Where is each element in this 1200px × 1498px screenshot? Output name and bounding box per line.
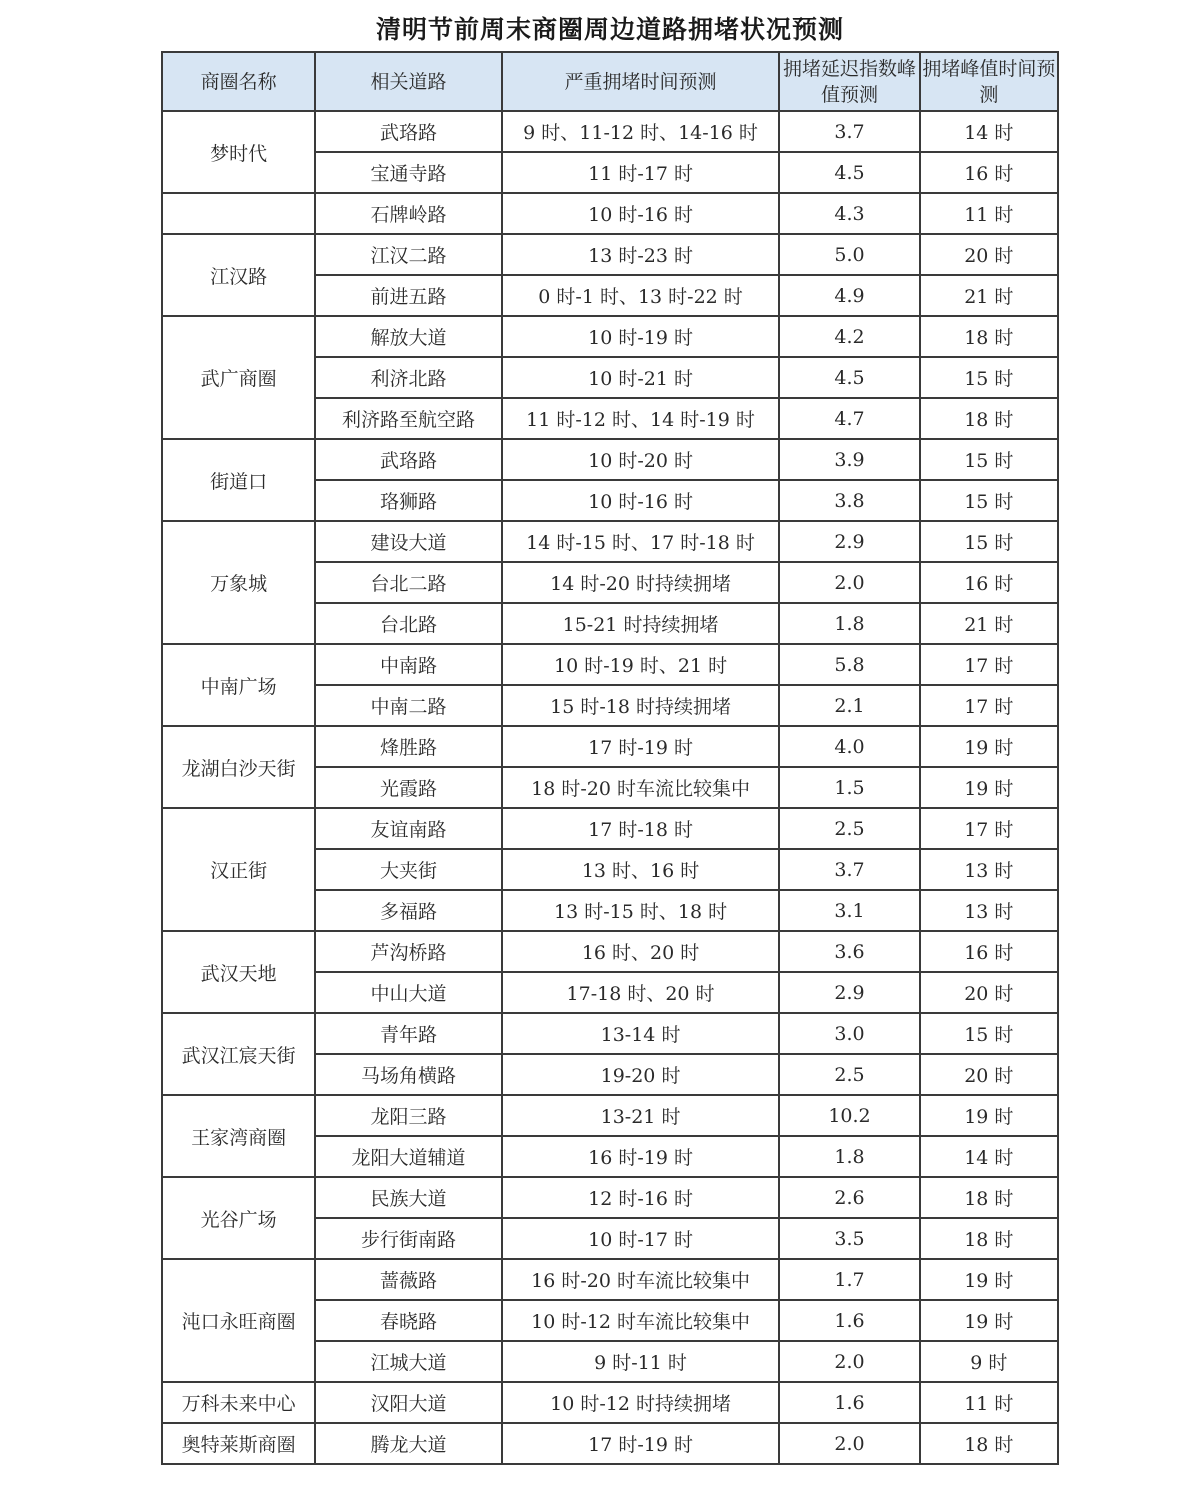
time-cell: 17 时-19 时 [502,726,780,767]
area-cell: 中南广场 [162,644,315,726]
peak-cell: 19 时 [920,1095,1058,1136]
road-cell: 中南路 [315,644,501,685]
index-cell: 3.5 [779,1218,919,1259]
index-cell: 2.5 [779,808,919,849]
area-cell: 万象城 [162,521,315,644]
time-cell: 16 时-19 时 [502,1136,780,1177]
index-cell: 2.9 [779,521,919,562]
time-cell: 10 时-16 时 [502,480,780,521]
road-cell: 珞狮路 [315,480,501,521]
header-index: 拥堵延迟指数峰值预测 [779,52,919,111]
index-cell: 4.5 [779,357,919,398]
index-cell: 3.8 [779,480,919,521]
road-cell: 民族大道 [315,1177,501,1218]
header-area: 商圈名称 [162,52,315,111]
peak-cell: 19 时 [920,726,1058,767]
time-cell: 10 时-17 时 [502,1218,780,1259]
area-cell: 汉正街 [162,808,315,931]
table-row [162,193,1058,234]
road-cell: 利济北路 [315,357,501,398]
area-cell: 奥特莱斯商圈 [162,1423,315,1464]
congestion-table [161,51,1059,1465]
road-cell: 前进五路 [315,275,501,316]
table-row [162,1423,1058,1464]
area-cell: 武广商圈 [162,316,315,439]
index-cell: 3.7 [779,849,919,890]
road-cell: 利济路至航空路 [315,398,501,439]
peak-cell: 13 时 [920,849,1058,890]
index-cell: 1.6 [779,1300,919,1341]
index-cell: 5.8 [779,644,919,685]
index-cell: 2.0 [779,1423,919,1464]
index-cell: 2.0 [779,1341,919,1382]
table-row [162,1382,1058,1423]
road-cell: 芦沟桥路 [315,931,501,972]
table-row [162,521,1058,562]
area-cell [162,193,315,234]
index-cell: 1.7 [779,1259,919,1300]
time-cell: 13 时-23 时 [502,234,780,275]
road-cell: 汉阳大道 [315,1382,501,1423]
road-cell: 龙阳大道辅道 [315,1136,501,1177]
index-cell: 10.2 [779,1095,919,1136]
index-cell: 3.0 [779,1013,919,1054]
table-row [162,439,1058,480]
time-cell: 16 时、20 时 [502,931,780,972]
road-cell: 大夹街 [315,849,501,890]
road-cell: 蔷薇路 [315,1259,501,1300]
area-cell: 沌口永旺商圈 [162,1259,315,1382]
index-cell: 4.5 [779,152,919,193]
peak-cell: 11 时 [920,193,1058,234]
area-cell: 龙湖白沙天街 [162,726,315,808]
peak-cell: 18 时 [920,1218,1058,1259]
road-cell: 建设大道 [315,521,501,562]
time-cell: 14 时-15 时、17 时-18 时 [502,521,780,562]
index-cell: 4.7 [779,398,919,439]
peak-cell: 14 时 [920,111,1058,152]
road-cell: 马场角横路 [315,1054,501,1095]
peak-cell: 16 时 [920,152,1058,193]
table-row [162,726,1058,767]
time-cell: 10 时-19 时、21 时 [502,644,780,685]
road-cell: 光霞路 [315,767,501,808]
road-cell: 中南二路 [315,685,501,726]
index-cell: 4.9 [779,275,919,316]
peak-cell: 13 时 [920,890,1058,931]
header-peak: 拥堵峰值时间预测 [920,52,1058,111]
peak-cell: 18 时 [920,316,1058,357]
area-cell: 武汉江宸天街 [162,1013,315,1095]
table-row [162,644,1058,685]
road-cell: 腾龙大道 [315,1423,501,1464]
time-cell: 0 时-1 时、13 时-22 时 [502,275,780,316]
road-cell: 青年路 [315,1013,501,1054]
peak-cell: 17 时 [920,685,1058,726]
peak-cell: 18 时 [920,1177,1058,1218]
road-cell: 烽胜路 [315,726,501,767]
index-cell: 4.0 [779,726,919,767]
index-cell: 1.8 [779,1136,919,1177]
index-cell: 2.9 [779,972,919,1013]
area-cell: 江汉路 [162,234,315,316]
time-cell: 9 时、11-12 时、14-16 时 [502,111,780,152]
peak-cell: 9 时 [920,1341,1058,1382]
index-cell: 1.8 [779,603,919,644]
road-cell: 台北路 [315,603,501,644]
peak-cell: 21 时 [920,275,1058,316]
time-cell: 15 时-18 时持续拥堵 [502,685,780,726]
index-cell: 3.7 [779,111,919,152]
peak-cell: 15 时 [920,439,1058,480]
time-cell: 17 时-18 时 [502,808,780,849]
area-cell: 万科未来中心 [162,1382,315,1423]
index-cell: 3.1 [779,890,919,931]
time-cell: 18 时-20 时车流比较集中 [502,767,780,808]
peak-cell: 15 时 [920,480,1058,521]
table-row [162,1177,1058,1218]
time-cell: 13-21 时 [502,1095,780,1136]
time-cell: 10 时-16 时 [502,193,780,234]
time-cell: 10 时-12 时持续拥堵 [502,1382,780,1423]
road-cell: 多福路 [315,890,501,931]
peak-cell: 19 时 [920,767,1058,808]
index-cell: 5.0 [779,234,919,275]
time-cell: 17-18 时、20 时 [502,972,780,1013]
peak-cell: 15 时 [920,1013,1058,1054]
table-row [162,1095,1058,1136]
page-title: 清明节前周末商圈周边道路拥堵状况预测 [375,15,844,44]
peak-cell: 19 时 [920,1300,1058,1341]
peak-cell: 16 时 [920,931,1058,972]
road-cell: 春晓路 [315,1300,501,1341]
peak-cell: 18 时 [920,398,1058,439]
index-cell: 4.3 [779,193,919,234]
road-cell: 龙阳三路 [315,1095,501,1136]
road-cell: 中山大道 [315,972,501,1013]
road-cell: 解放大道 [315,316,501,357]
time-cell: 17 时-19 时 [502,1423,780,1464]
road-cell: 江汉二路 [315,234,501,275]
area-cell: 梦时代 [162,111,315,193]
road-cell: 台北二路 [315,562,501,603]
peak-cell: 16 时 [920,562,1058,603]
time-cell: 9 时-11 时 [502,1341,780,1382]
road-cell: 步行街南路 [315,1218,501,1259]
area-cell: 街道口 [162,439,315,521]
table-row [162,111,1058,152]
table-row [162,1259,1058,1300]
road-cell: 石牌岭路 [315,193,501,234]
peak-cell: 20 时 [920,1054,1058,1095]
peak-cell: 18 时 [920,1423,1058,1464]
table-row [162,234,1058,275]
time-cell: 19-20 时 [502,1054,780,1095]
time-cell: 13 时、16 时 [502,849,780,890]
index-cell: 2.0 [779,562,919,603]
index-cell: 4.2 [779,316,919,357]
road-cell: 友谊南路 [315,808,501,849]
time-cell: 15-21 时持续拥堵 [502,603,780,644]
time-cell: 16 时-20 时车流比较集中 [502,1259,780,1300]
road-cell: 宝通寺路 [315,152,501,193]
area-cell: 王家湾商圈 [162,1095,315,1177]
header-road: 相关道路 [315,52,501,111]
time-cell: 10 时-12 时车流比较集中 [502,1300,780,1341]
table-row [162,316,1058,357]
time-cell: 10 时-19 时 [502,316,780,357]
road-cell: 武珞路 [315,439,501,480]
table-row [162,1013,1058,1054]
peak-cell: 15 时 [920,357,1058,398]
peak-cell: 21 时 [920,603,1058,644]
road-cell: 武珞路 [315,111,501,152]
header-time: 严重拥堵时间预测 [502,52,780,111]
area-cell: 武汉天地 [162,931,315,1013]
time-cell: 11 时-17 时 [502,152,780,193]
index-cell: 3.6 [779,931,919,972]
peak-cell: 17 时 [920,644,1058,685]
index-cell: 2.5 [779,1054,919,1095]
time-cell: 14 时-20 时持续拥堵 [502,562,780,603]
peak-cell: 15 时 [920,521,1058,562]
peak-cell: 20 时 [920,972,1058,1013]
road-cell: 江城大道 [315,1341,501,1382]
peak-cell: 20 时 [920,234,1058,275]
peak-cell: 11 时 [920,1382,1058,1423]
index-cell: 2.6 [779,1177,919,1218]
header-row [162,52,1058,111]
time-cell: 13 时-15 时、18 时 [502,890,780,931]
index-cell: 3.9 [779,439,919,480]
time-cell: 10 时-20 时 [502,439,780,480]
area-cell: 光谷广场 [162,1177,315,1259]
peak-cell: 17 时 [920,808,1058,849]
time-cell: 12 时-16 时 [502,1177,780,1218]
index-cell: 1.5 [779,767,919,808]
index-cell: 2.1 [779,685,919,726]
table-row [162,931,1058,972]
time-cell: 11 时-12 时、14 时-19 时 [502,398,780,439]
peak-cell: 19 时 [920,1259,1058,1300]
time-cell: 13-14 时 [502,1013,780,1054]
time-cell: 10 时-21 时 [502,357,780,398]
index-cell: 1.6 [779,1382,919,1423]
peak-cell: 14 时 [920,1136,1058,1177]
table-row [162,808,1058,849]
table-body [162,111,1058,1464]
